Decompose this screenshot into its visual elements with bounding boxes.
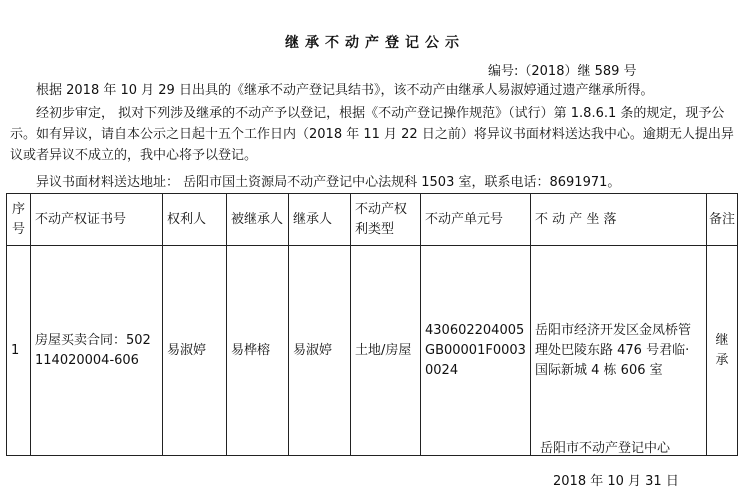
paragraph-objection-address: 异议书面材料送达地址： 岳阳市国土资源局不动产登记中心法规科 1503 室，联系电话：8691971。 [36,175,621,190]
header-decedent: 被继承人 [227,194,289,246]
cell-location: 岳阳市经济开发区金凤桥管理处巴陵东路 476 号君临·国际新城 4 栋 606 室 [531,246,707,456]
registration-table [6,193,738,456]
header-right-type: 不动产权利类型 [351,194,421,246]
header-location: 不 动 产 坐 落 [531,194,707,246]
document-number: 编号:（2018）继 589 号 [488,64,637,79]
header-remark: 备注 [707,194,738,246]
cell-heir: 易淑婷 [289,246,351,456]
paragraph-basis: 根据 2018 年 10 月 29 日出具的《继承不动产登记具结书》，该不动产由继承人易淑婷通过遗产继承所得。 [36,83,654,98]
table-row [7,246,738,456]
cell-certificate: 房屋买卖合同：502114020004-606 [31,246,163,456]
cell-remark: 继承 [707,246,738,456]
cell-decedent: 易桦榕 [227,246,289,456]
cell-right-type: 土地/房屋 [351,246,421,456]
issuing-organization: 岳阳市不动产登记中心 [540,441,671,456]
header-right-holder: 权利人 [163,194,227,246]
header-certificate: 不动产权证书号 [31,194,163,246]
paragraph-review: 经初步审定， 拟对下列涉及继承的不动产予以登记，根据《不动产登记操作规范》（试行）第 1.8.6.1 条的规定，现予公示。如有异议，请自本公示之日起十五个工作日内（2018 年 11 月 22 日之前）将异议书面材料送达我中心。逾期无人提出异议或者异议不成立的，我中心将予以登记。 [10,106,734,163]
cell-right-holder: 易淑婷 [163,246,227,456]
header-heir: 继承人 [289,194,351,246]
issue-date: 2018 年 10 月 31 日 [553,474,679,489]
cell-unit-number: 430602204005GB00001F00030024 [421,246,531,456]
header-seq: 序号 [7,194,31,246]
notice-title: 继承不动产登记公示 [285,35,465,51]
cell-seq: 1 [7,246,31,456]
header-unit-number: 不动产单元号 [421,194,531,246]
table-header-row [7,194,738,246]
